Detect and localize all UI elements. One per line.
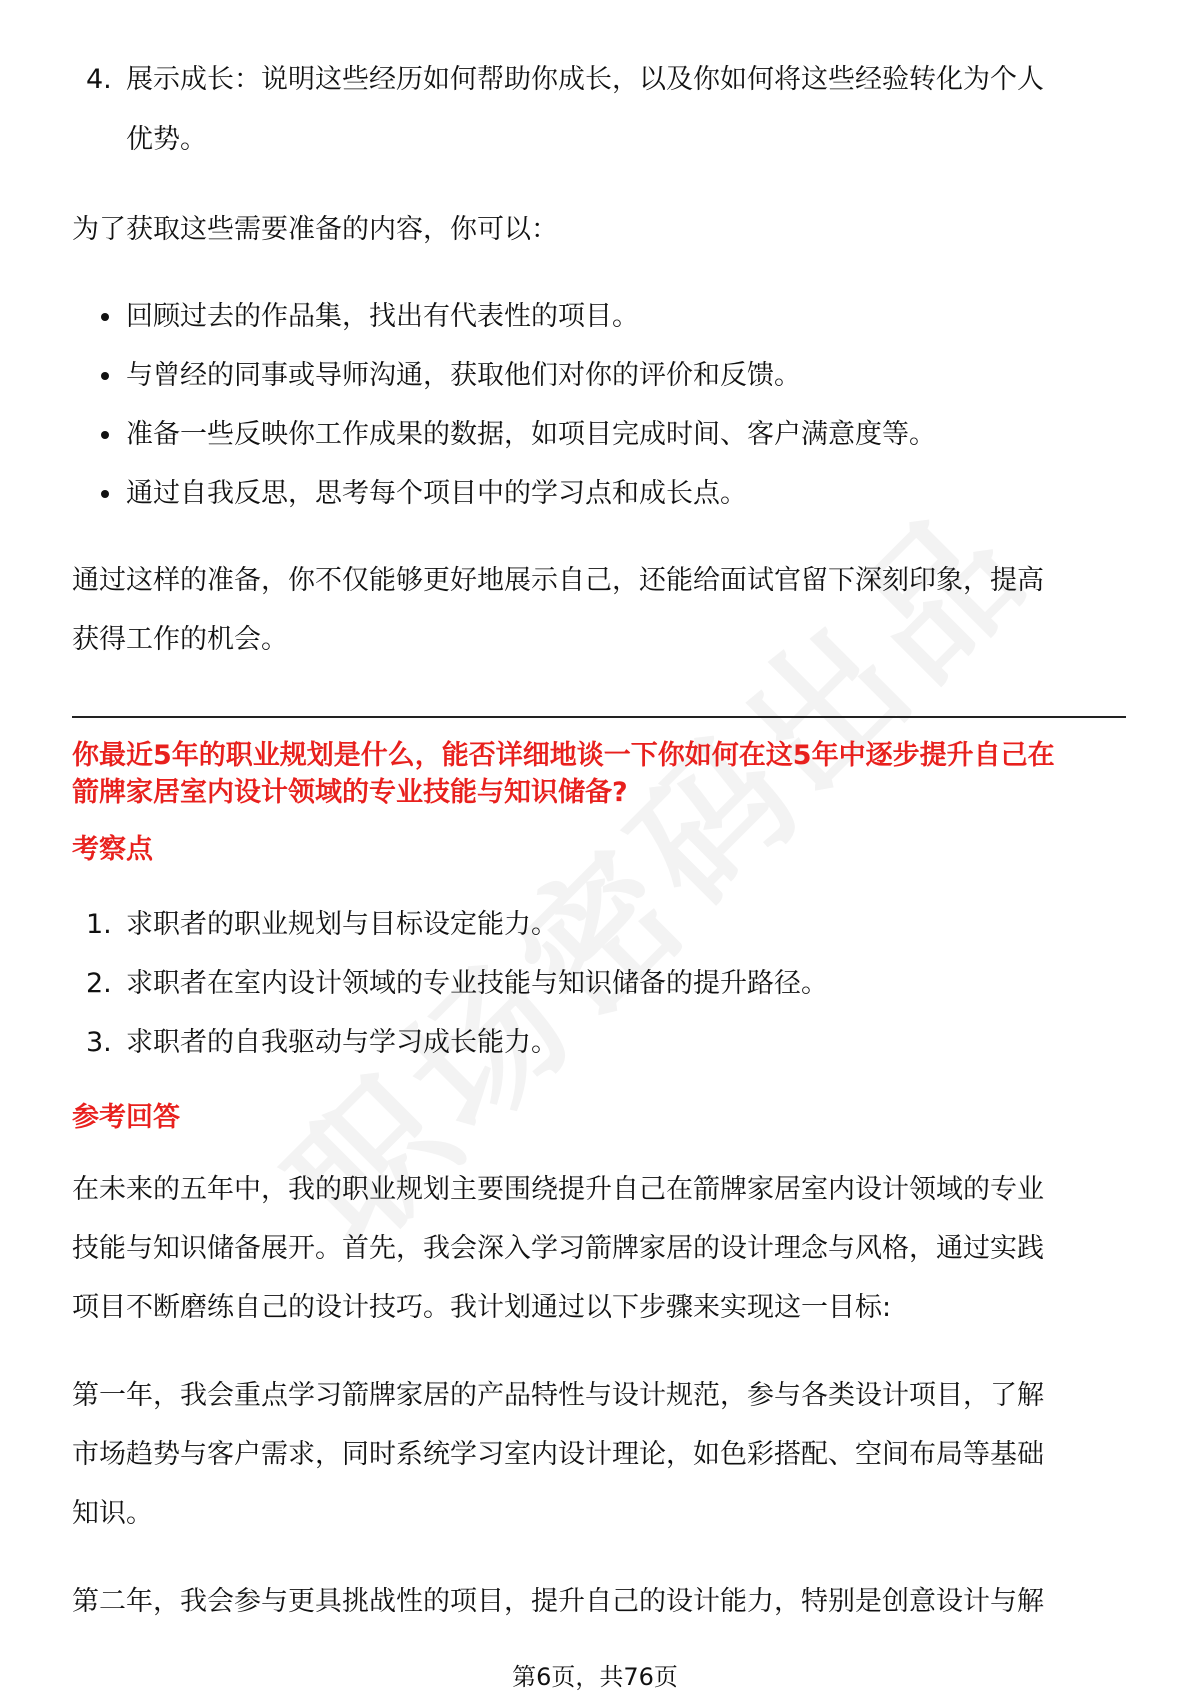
page-footer: 第6页，共76页 [512, 1663, 678, 1691]
question-title-line-2: 箭牌家居室内设计领域的专业技能与知识储备? [72, 777, 628, 808]
answer-heading: 参考回答 [72, 1102, 180, 1133]
point-item-1: 求职者的职业规划与目标设定能力。 [126, 909, 558, 940]
closing-paragraph-line-1: 通过这样的准备，你不仅能够更好地展示自己，还能给面试官留下深刻印象，提高 [72, 565, 1044, 596]
point-marker-3: 3. [86, 1027, 112, 1058]
answer-paragraph-2-line-1: 第一年，我会重点学习箭牌家居的产品特性与设计规范，参与各类设计项目，了解 [72, 1380, 1044, 1411]
bullet-dot [101, 372, 109, 380]
point-item-3: 求职者的自我驱动与学习成长能力。 [126, 1027, 558, 1058]
answer-paragraph-1-line-2: 技能与知识储备展开。首先，我会深入学习箭牌家居的设计理念与风格，通过实践 [72, 1233, 1044, 1264]
point-item-2: 求职者在室内设计领域的专业技能与知识储备的提升路径。 [126, 968, 828, 999]
watermark [235, 493, 1024, 1282]
bullet-dot [101, 490, 109, 498]
point-marker-1: 1. [86, 909, 112, 940]
bullet-item-3: 准备一些反映你工作成果的数据，如项目完成时间、客户满意度等。 [126, 419, 936, 450]
list-item-4-line-1: 展示成长：说明这些经历如何帮助你成长，以及你如何将这些经验转化为个人 [126, 64, 1044, 95]
question-title-line-1: 你最近5年的职业规划是什么，能否详细地谈一下你如何在这5年中逐步提升自己在 [72, 740, 1055, 771]
section-divider [72, 716, 1126, 718]
bullet-item-4: 通过自我反思，思考每个项目中的学习点和成长点。 [126, 478, 747, 509]
closing-paragraph-line-2: 获得工作的机会。 [72, 624, 288, 655]
bullet-dot [101, 431, 109, 439]
bullet-dot [101, 313, 109, 321]
answer-paragraph-2-line-2: 市场趋势与客户需求，同时系统学习室内设计理论，如色彩搭配、空间布局等基础 [72, 1439, 1044, 1470]
kaochadian-heading: 考察点 [72, 834, 153, 865]
answer-paragraph-1-line-1: 在未来的五年中，我的职业规划主要围绕提升自己在箭牌家居室内设计领域的专业 [72, 1174, 1044, 1205]
bullet-item-1: 回顾过去的作品集，找出有代表性的项目。 [126, 301, 639, 332]
list-item-4-line-2: 优势。 [126, 124, 207, 155]
answer-paragraph-2-line-3: 知识。 [72, 1498, 153, 1529]
list-marker-4: 4. [86, 64, 112, 95]
answer-paragraph-1-line-3: 项目不断磨练自己的设计技巧。我计划通过以下步骤来实现这一目标: [72, 1292, 892, 1323]
bullet-item-2: 与曾经的同事或导师沟通，获取他们对你的评价和反馈。 [126, 360, 801, 391]
point-marker-2: 2. [86, 968, 112, 999]
intro-paragraph: 为了获取这些需要准备的内容，你可以： [72, 214, 558, 245]
answer-paragraph-3-line-1: 第二年，我会参与更具挑战性的项目，提升自己的设计能力，特别是创意设计与解 [72, 1586, 1044, 1617]
